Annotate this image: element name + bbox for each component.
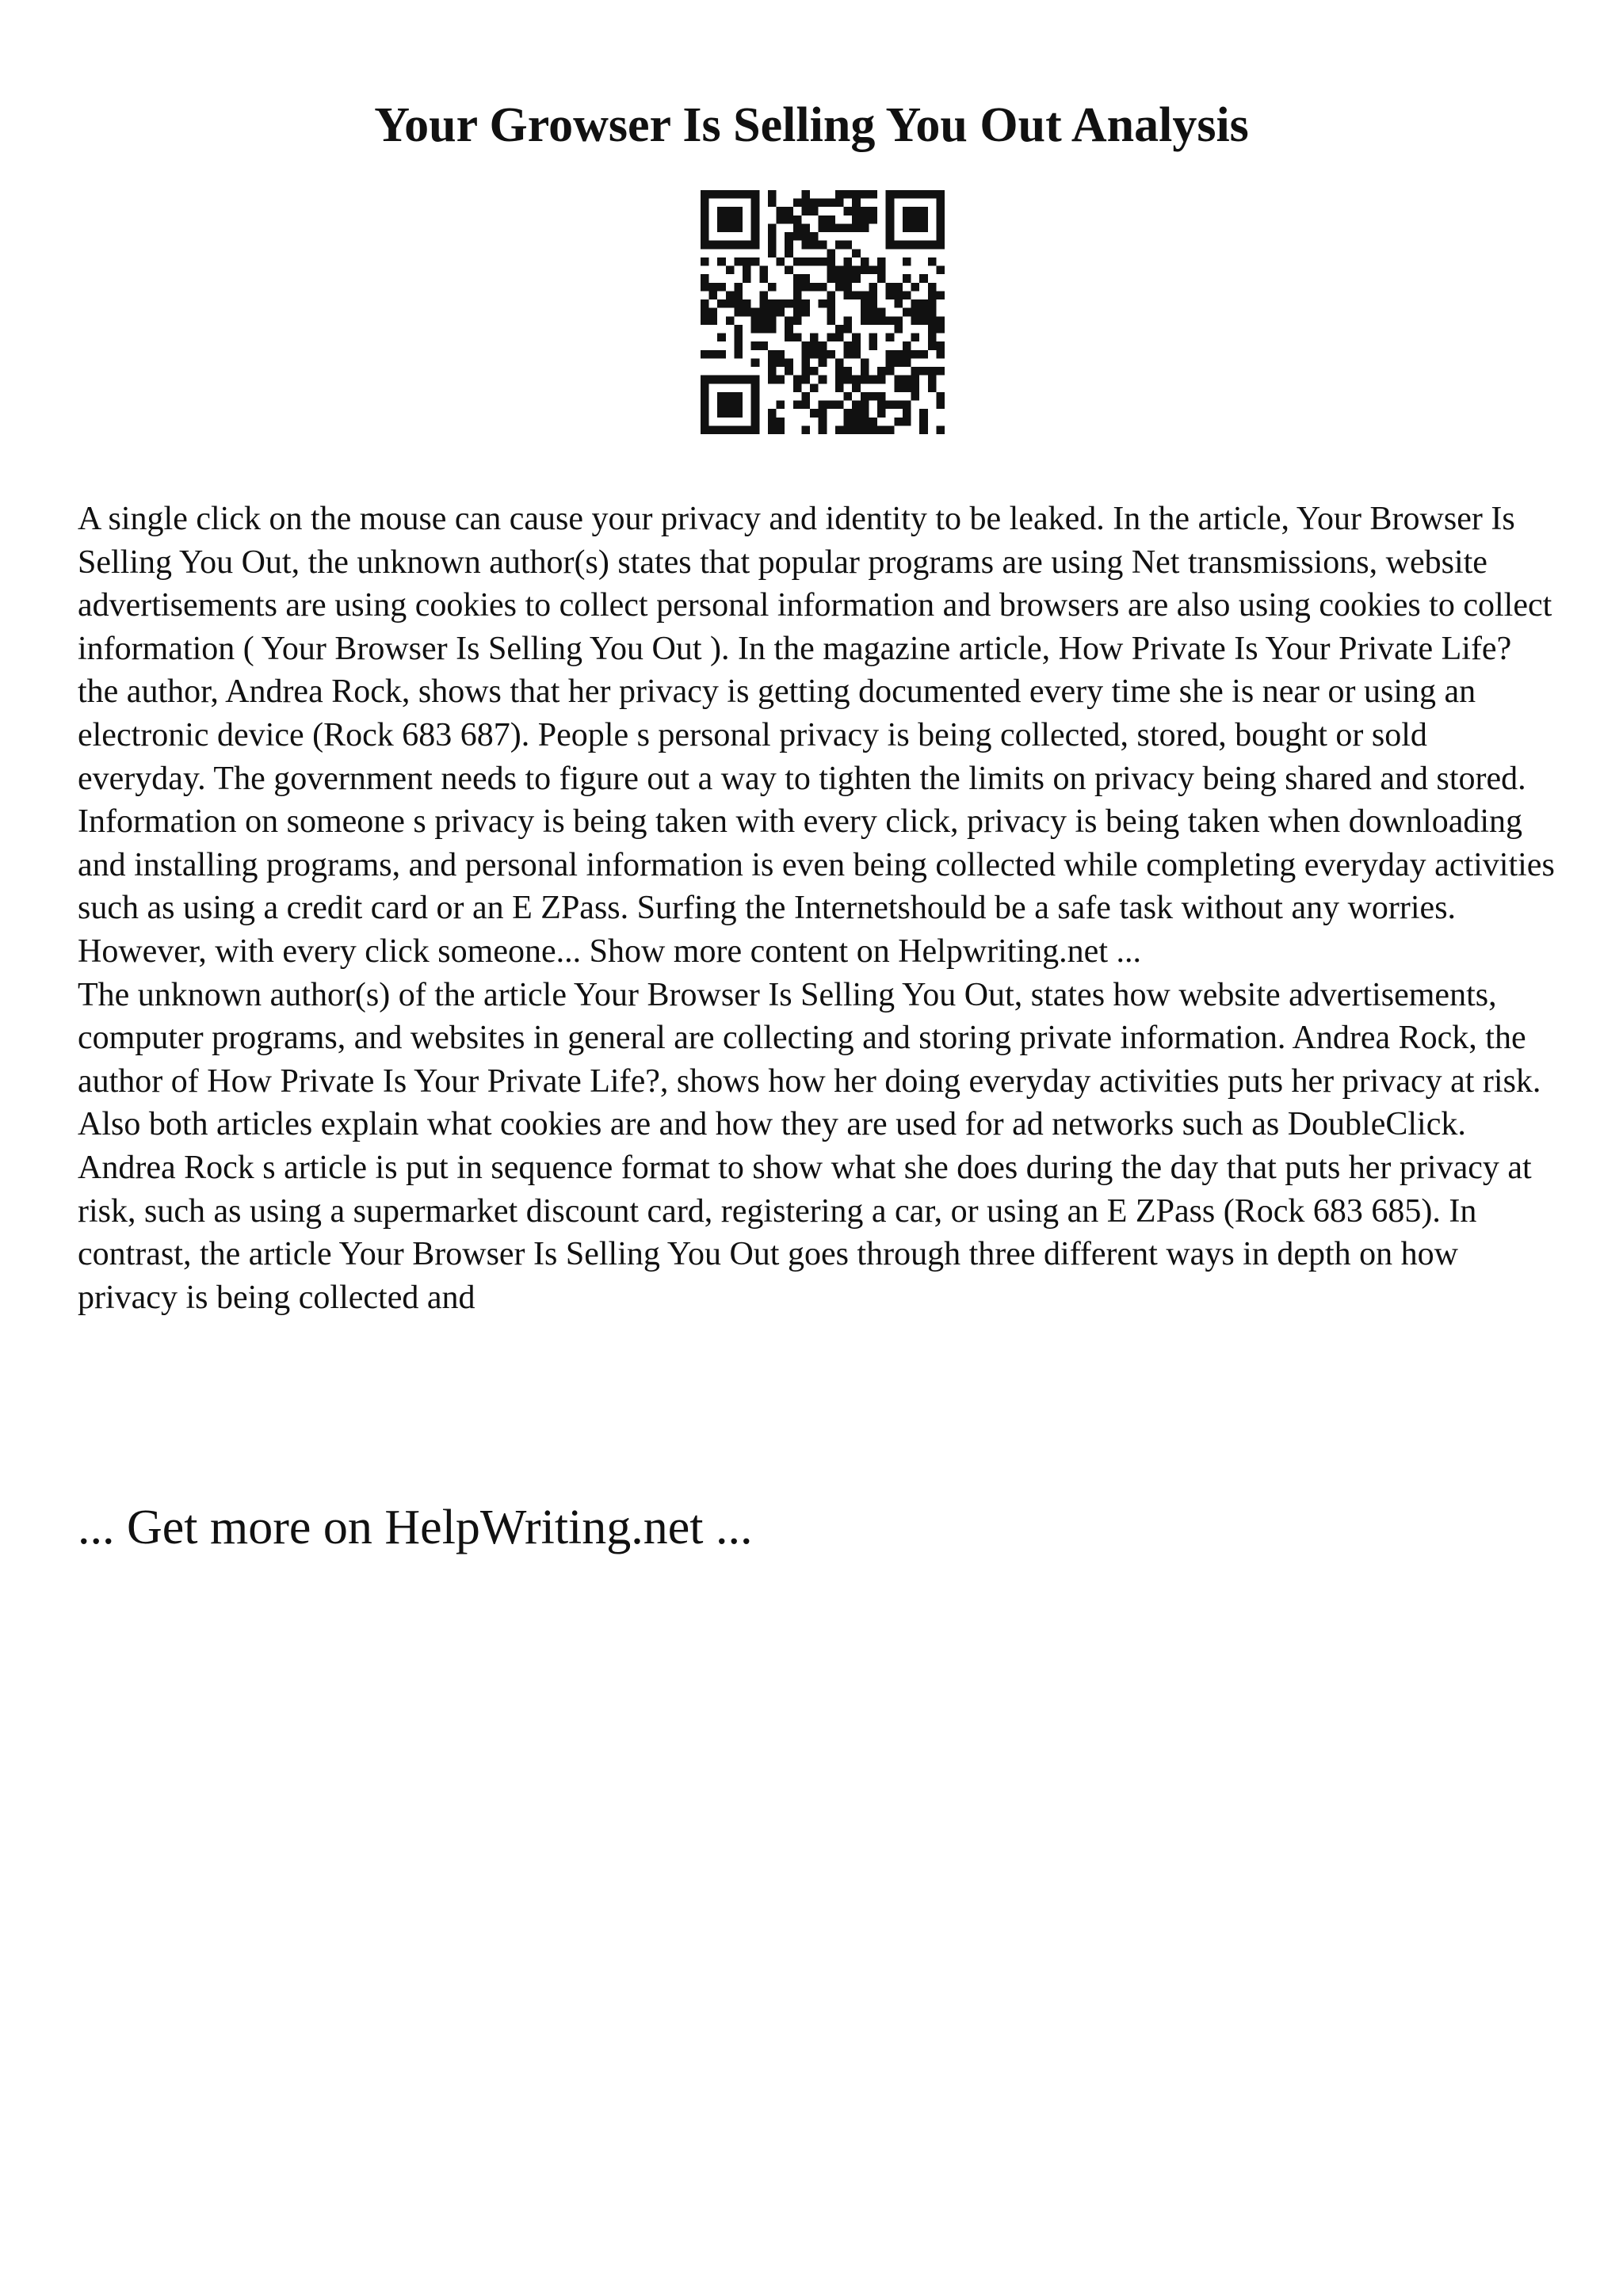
get-more-link[interactable]: ... Get more on HelpWriting.net ... — [78, 1501, 753, 1554]
paragraph-1: A single click on the mouse can cause your privacy and identity to be leaked. In the article, Your Browser Is Selling You Out, the unknown author(s) states that popular programs are using Net transmissions, website advertisements are using cookies to collect personal information and browsers are also using cookies to collect information ( Your Browser Is Selling You Out ). In the magazine article, How Private Is Your Private Life? the author, Andrea Rock, shows that her privacy is getting documented every time she is near or using an electronic device (Rock 683 687). People s personal privacy is being collected, stored, bought or sold everyday. The government needs to figure out a way to tighten the limits on privacy being shared and stored. Information on someone s privacy is being taken with every click, privacy is being taken when downloading and installing programs, and personal information is even being collected while completing everyday activities such as using a credit card or an E ZPass. Surfing the Internetshould be a safe task without any worries. However, with every click someone... Show more content on Helpwriting.net ... — [78, 501, 1555, 970]
qr-code-icon[interactable] — [701, 190, 945, 434]
document-title: Your Growser Is Selling You Out Analysis — [374, 98, 1249, 152]
paragraph-2: The unknown author(s) of the article Your Browser Is Selling You Out, states how website advertisements, computer programs, and websites in general are collecting and storing private information. Andrea Rock, the author of How Private Is Your Private Life?, shows how her doing everyday activities puts her privacy at risk. Also both articles explain what cookies are and how they are used for ad networks such as DoubleClick. Andrea Rock s article is put in sequence format to show what she does during the day that puts her privacy at risk, such as using a supermarket discount card, registering a car, or using an E ZPass (Rock 683 685). In contrast, the article Your Browser Is Selling You Out goes through three different ways in depth on how privacy is being collected and — [78, 976, 1541, 1316]
article-body — [78, 498, 1560, 1319]
